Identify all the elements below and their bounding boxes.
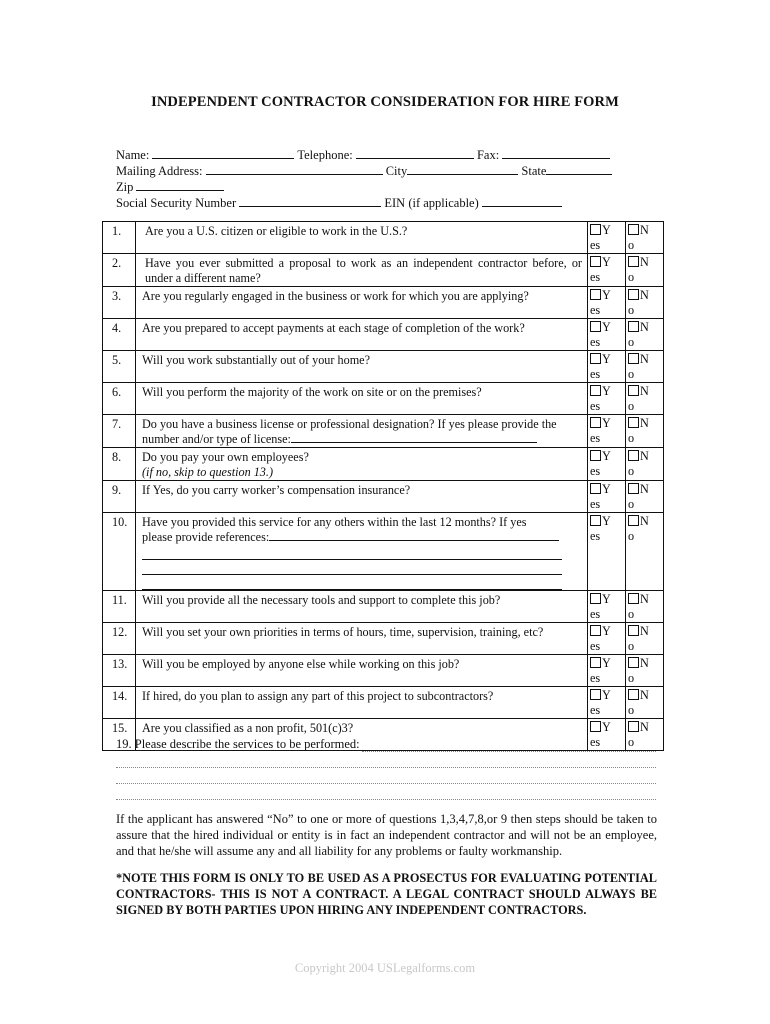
yes-label-bottom: es xyxy=(590,639,601,653)
question-row xyxy=(103,448,664,481)
no-checkbox[interactable] xyxy=(628,593,639,604)
question-number: 11. xyxy=(103,591,136,623)
ein-label: EIN (if applicable) xyxy=(384,196,479,210)
no-label-top: N xyxy=(640,592,649,606)
yes-checkbox[interactable] xyxy=(590,256,601,267)
no-label-top: N xyxy=(640,223,649,237)
no-label-bottom: o xyxy=(628,703,635,717)
yes-checkbox[interactable] xyxy=(590,450,601,461)
question-number: 1. xyxy=(103,222,136,254)
question-text: Do you pay your own employees? xyxy=(142,450,309,464)
telephone-label: Telephone: xyxy=(297,148,353,162)
question-number: 13. xyxy=(103,655,136,687)
question-row xyxy=(103,687,664,719)
no-label-bottom: o xyxy=(628,735,635,749)
ein-field[interactable] xyxy=(482,195,562,207)
yes-option xyxy=(588,687,626,719)
services-section xyxy=(116,737,656,800)
yes-label-bottom: es xyxy=(590,735,601,749)
question-text-cell xyxy=(136,415,588,448)
references-field-line-1[interactable] xyxy=(269,530,559,541)
yes-checkbox[interactable] xyxy=(590,417,601,428)
fax-label: Fax: xyxy=(476,148,500,162)
question-text: Do you have a business license or professional designation? If yes please provide the xyxy=(142,417,557,431)
no-label-bottom: o xyxy=(628,464,635,478)
question-row xyxy=(103,655,664,687)
no-label-top: N xyxy=(640,656,649,670)
yes-option xyxy=(588,591,626,623)
no-label-bottom: o xyxy=(628,431,635,445)
question-text: Are you classified as a non profit, 501(c)3? xyxy=(142,721,354,735)
question-number: 15. xyxy=(103,719,136,751)
question-text-cell xyxy=(136,383,588,415)
no-option xyxy=(626,687,664,719)
no-label-top: N xyxy=(640,688,649,702)
question-number: 14. xyxy=(103,687,136,719)
question-row xyxy=(103,319,664,351)
yes-option xyxy=(588,222,626,254)
question-text-continued xyxy=(142,432,582,447)
services-field-line-3[interactable] xyxy=(116,768,656,784)
no-label-bottom: o xyxy=(628,671,635,685)
question-text-cell xyxy=(136,623,588,655)
form-title: INDEPENDENT CONTRACTOR CONSIDERATION FOR HIRE FORM xyxy=(151,94,619,110)
no-checkbox[interactable] xyxy=(628,483,639,494)
yes-label-bottom: es xyxy=(590,270,601,284)
no-option xyxy=(626,351,664,383)
no-label-top: N xyxy=(640,416,649,430)
no-option xyxy=(626,481,664,513)
no-checkbox[interactable] xyxy=(628,321,639,332)
question-text: Will you work substantially out of your home? xyxy=(142,353,370,367)
instructions-paragraph: If the applicant has answered “No” to one or more of questions 1,3,4,7,8,or 9 then steps should be taken to assure that the hired individual or entity is in fact an independent contractor and will not be an employee, and that he/she will assume any and all liability for any problems or faulty workmanship. xyxy=(116,812,657,858)
no-label-bottom: o xyxy=(628,303,635,317)
yes-checkbox[interactable] xyxy=(590,321,601,332)
question-text: Are you regularly engaged in the business or work for which you are applying? xyxy=(142,289,529,303)
no-label-bottom: o xyxy=(628,270,635,284)
state-field[interactable] xyxy=(546,163,612,175)
question-subtext: number and/or type of license: xyxy=(142,432,291,446)
yes-label-bottom: es xyxy=(590,431,601,445)
no-checkbox[interactable] xyxy=(628,224,639,235)
no-checkbox[interactable] xyxy=(628,625,639,636)
no-checkbox[interactable] xyxy=(628,657,639,668)
no-checkbox[interactable] xyxy=(628,385,639,396)
yes-option xyxy=(588,513,626,591)
yes-label-top: Y xyxy=(602,514,611,528)
yes-label-top: Y xyxy=(602,384,611,398)
yes-option xyxy=(588,351,626,383)
question-row xyxy=(103,415,664,448)
name-field[interactable] xyxy=(152,147,294,159)
yes-option xyxy=(588,287,626,319)
yes-option xyxy=(588,383,626,415)
zip-label: Zip xyxy=(116,180,134,194)
no-label-top: N xyxy=(640,320,649,334)
question-number: 3. xyxy=(103,287,136,319)
question-text-cell xyxy=(136,319,588,351)
yes-option xyxy=(588,481,626,513)
question-text: Will you perform the majority of the work on site or on the premises? xyxy=(142,385,482,399)
no-label-top: N xyxy=(640,624,649,638)
yes-checkbox[interactable] xyxy=(590,593,601,604)
no-checkbox[interactable] xyxy=(628,515,639,526)
yes-checkbox[interactable] xyxy=(590,657,601,668)
telephone-field[interactable] xyxy=(356,147,474,159)
yes-label-top: Y xyxy=(602,482,611,496)
no-option xyxy=(626,591,664,623)
no-checkbox[interactable] xyxy=(628,721,639,732)
no-option xyxy=(626,513,664,591)
yes-label-top: Y xyxy=(602,720,611,734)
question-text: Are you a U.S. citizen or eligible to work in the U.S.? xyxy=(145,224,408,238)
question-number: 7. xyxy=(103,415,136,448)
yes-option xyxy=(588,655,626,687)
references-field-line-4[interactable] xyxy=(142,575,562,590)
yes-checkbox[interactable] xyxy=(590,483,601,494)
question-row xyxy=(103,481,664,513)
yes-checkbox[interactable] xyxy=(590,353,601,364)
question-text: Will you provide all the necessary tools and support to complete this job? xyxy=(142,593,501,607)
question-number: 10. xyxy=(103,513,136,591)
no-label-bottom: o xyxy=(628,367,635,381)
state-label: State xyxy=(521,164,547,178)
no-checkbox[interactable] xyxy=(628,289,639,300)
yes-label-bottom: es xyxy=(590,497,601,511)
yes-label-top: Y xyxy=(602,223,611,237)
question-number: 4. xyxy=(103,319,136,351)
questions-table xyxy=(102,221,664,751)
no-label-top: N xyxy=(640,288,649,302)
no-option xyxy=(626,287,664,319)
yes-option xyxy=(588,623,626,655)
question-number: 8. xyxy=(103,448,136,481)
yes-label-top: Y xyxy=(602,688,611,702)
question-number: 5. xyxy=(103,351,136,383)
no-label-bottom: o xyxy=(628,399,635,413)
disclaimer-note: *NOTE THIS FORM IS ONLY TO BE USED AS A PROSECTUS FOR EVALUATING POTENTIAL CONTRACTORS- THIS IS NOT A CONTRACT. A LEGAL CONTRACT SHOULD ALWAYS BE SIGNED BY BOTH PARTIES UPON HIRING ANY INDEPENDENT CONTRACTORS. xyxy=(116,871,657,917)
services-field-line-4[interactable] xyxy=(116,784,656,800)
yes-label-top: Y xyxy=(602,449,611,463)
references-field-line-3[interactable] xyxy=(142,560,562,575)
copyright-footer: Copyright 2004 USLegalforms.com xyxy=(294,961,476,975)
services-field-line-2[interactable] xyxy=(116,752,656,768)
question-row xyxy=(103,222,664,254)
yes-checkbox[interactable] xyxy=(590,385,601,396)
yes-label-bottom: es xyxy=(590,529,601,543)
yes-option xyxy=(588,415,626,448)
name-label: Name: xyxy=(116,148,150,162)
yes-label-bottom: es xyxy=(590,335,601,349)
question-text-continued xyxy=(142,530,582,545)
yes-checkbox[interactable] xyxy=(590,289,601,300)
no-label-top: N xyxy=(640,482,649,496)
city-field[interactable] xyxy=(407,163,518,175)
question-row xyxy=(103,591,664,623)
question-row xyxy=(103,351,664,383)
question-row xyxy=(103,623,664,655)
question-row xyxy=(103,513,664,591)
no-option xyxy=(626,415,664,448)
question-text-cell xyxy=(136,222,588,254)
question-text-cell xyxy=(136,481,588,513)
no-label-top: N xyxy=(640,720,649,734)
yes-label-bottom: es xyxy=(590,367,601,381)
no-label-top: N xyxy=(640,352,649,366)
question-text-cell xyxy=(136,351,588,383)
no-label-bottom: o xyxy=(628,607,635,621)
question-text: Have you provided this service for any others within the last 12 months? If yes xyxy=(142,515,527,529)
yes-label-bottom: es xyxy=(590,607,601,621)
ssn-field[interactable] xyxy=(239,195,381,207)
question-text: If hired, do you plan to assign any part of this project to subcontractors? xyxy=(142,689,494,703)
question-text-cell xyxy=(136,448,588,481)
no-checkbox[interactable] xyxy=(628,689,639,700)
no-label-bottom: o xyxy=(628,238,635,252)
question-number: 6. xyxy=(103,383,136,415)
question-text: Will you be employed by anyone else while working on this job? xyxy=(142,657,460,671)
no-option xyxy=(626,222,664,254)
yes-label-bottom: es xyxy=(590,238,601,252)
mailing-address-field[interactable] xyxy=(206,163,383,175)
no-label-top: N xyxy=(640,384,649,398)
applicant-info xyxy=(116,147,612,211)
yes-label-bottom: es xyxy=(590,671,601,685)
question-text-cell xyxy=(136,287,588,319)
yes-option xyxy=(588,448,626,481)
question-row xyxy=(103,383,664,415)
services-label: 19. Please describe the services to be performed: xyxy=(116,737,360,751)
no-label-bottom: o xyxy=(628,529,635,543)
question-row xyxy=(103,254,664,287)
yes-checkbox[interactable] xyxy=(590,515,601,526)
yes-checkbox[interactable] xyxy=(590,689,601,700)
yes-label-bottom: es xyxy=(590,703,601,717)
no-label-top: N xyxy=(640,255,649,269)
yes-label-top: Y xyxy=(602,288,611,302)
references-field-line-2[interactable] xyxy=(142,545,562,560)
question-text-cell xyxy=(136,513,588,591)
no-label-bottom: o xyxy=(628,335,635,349)
ssn-label: Social Security Number xyxy=(116,196,237,210)
yes-checkbox[interactable] xyxy=(590,625,601,636)
no-checkbox[interactable] xyxy=(628,353,639,364)
question-text: Have you ever submitted a proposal to work as an independent contractor before, or under a different name? xyxy=(145,256,582,285)
question-number: 9. xyxy=(103,481,136,513)
no-label-top: N xyxy=(640,449,649,463)
no-option xyxy=(626,319,664,351)
yes-label-top: Y xyxy=(602,320,611,334)
question-number: 2. xyxy=(103,254,136,287)
yes-label-bottom: es xyxy=(590,464,601,478)
yes-label-top: Y xyxy=(602,592,611,606)
question-row xyxy=(103,287,664,319)
yes-checkbox[interactable] xyxy=(590,224,601,235)
no-checkbox[interactable] xyxy=(628,450,639,461)
no-label-top: N xyxy=(640,514,649,528)
no-option xyxy=(626,623,664,655)
question-subtext: (if no, skip to question 13.) xyxy=(142,465,274,479)
yes-option xyxy=(588,254,626,287)
license-field[interactable] xyxy=(291,432,537,443)
question-subtext: please provide references: xyxy=(142,530,270,544)
yes-label-top: Y xyxy=(602,352,611,366)
zip-field[interactable] xyxy=(136,179,224,191)
question-text-cell xyxy=(136,655,588,687)
no-label-bottom: o xyxy=(628,497,635,511)
yes-label-bottom: es xyxy=(590,303,601,317)
yes-label-top: Y xyxy=(602,656,611,670)
yes-label-top: Y xyxy=(602,624,611,638)
no-option xyxy=(626,448,664,481)
no-checkbox[interactable] xyxy=(628,256,639,267)
services-field-line-1[interactable] xyxy=(362,739,656,752)
question-text: If Yes, do you carry worker’s compensation insurance? xyxy=(142,483,411,497)
mailing-address-label: Mailing Address: xyxy=(116,164,203,178)
yes-option xyxy=(588,319,626,351)
yes-checkbox[interactable] xyxy=(590,721,601,732)
no-option xyxy=(626,254,664,287)
fax-field[interactable] xyxy=(502,147,610,159)
no-option xyxy=(626,383,664,415)
question-text: Are you prepared to accept payments at each stage of completion of the work? xyxy=(142,321,525,335)
yes-label-bottom: es xyxy=(590,399,601,413)
question-text-cell xyxy=(136,591,588,623)
question-text-cell xyxy=(136,687,588,719)
city-label: City xyxy=(385,164,408,178)
question-text-cell xyxy=(136,254,588,287)
yes-label-top: Y xyxy=(602,416,611,430)
yes-label-top: Y xyxy=(602,255,611,269)
question-text: Will you set your own priorities in terms of hours, time, supervision, training, etc? xyxy=(142,625,544,639)
question-text-continued xyxy=(142,465,582,480)
no-label-bottom: o xyxy=(628,639,635,653)
question-number: 12. xyxy=(103,623,136,655)
no-checkbox[interactable] xyxy=(628,417,639,428)
no-option xyxy=(626,655,664,687)
